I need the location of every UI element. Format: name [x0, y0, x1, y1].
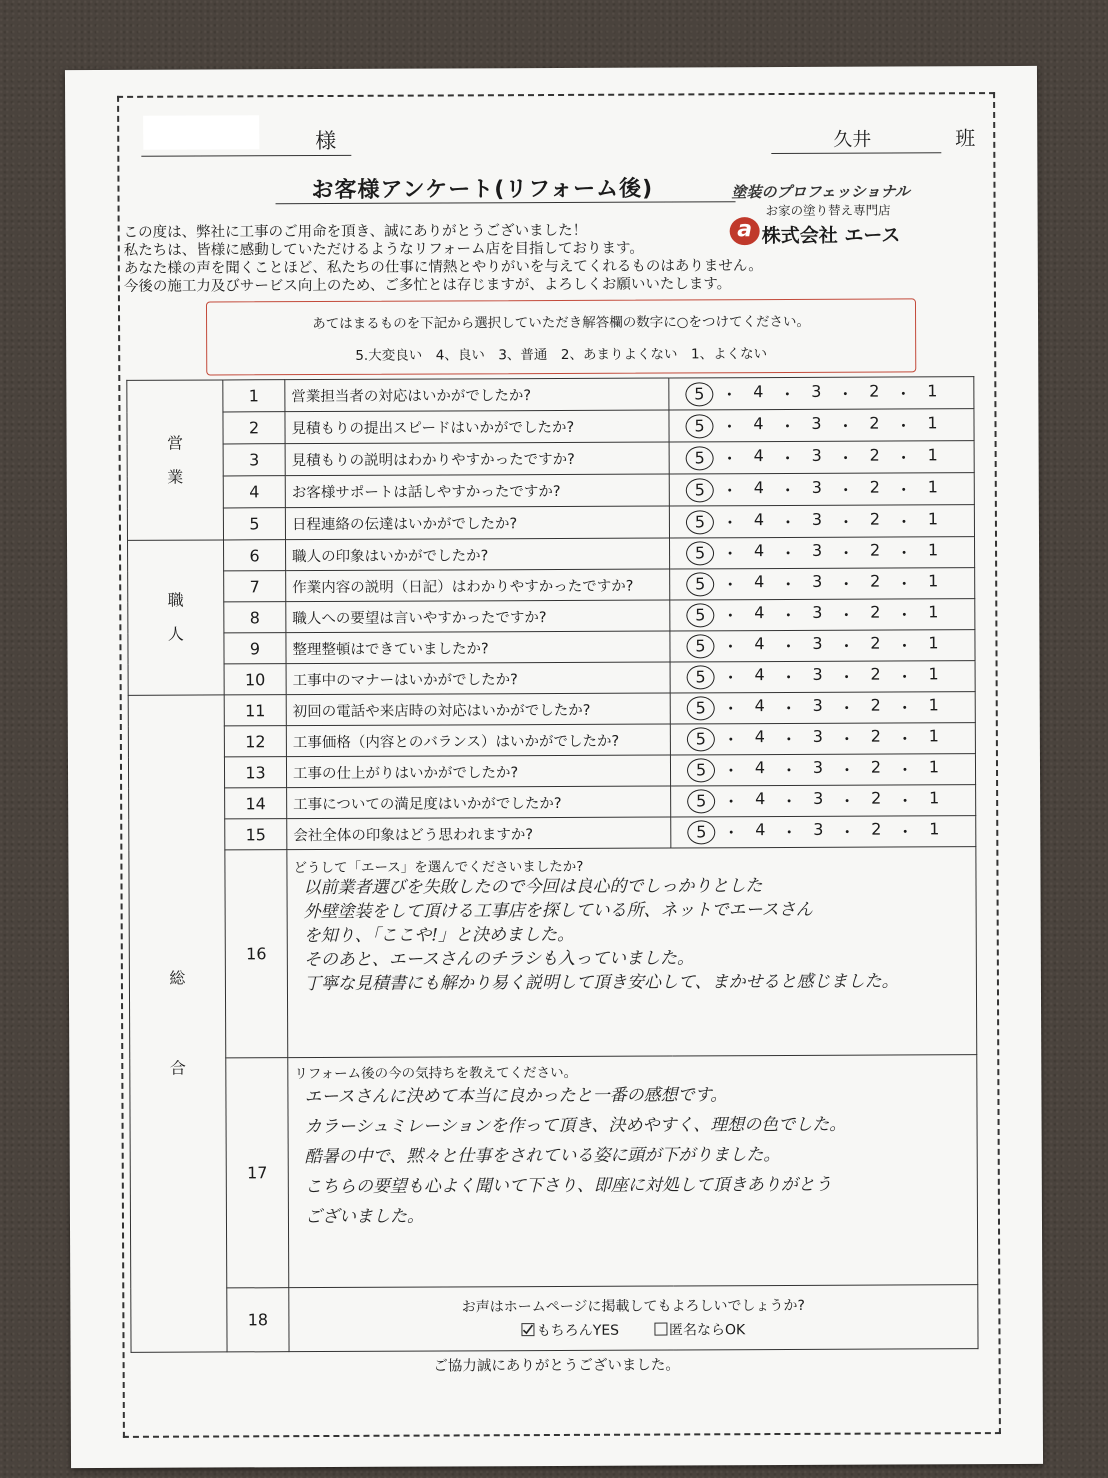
score-option[interactable]: 2 — [870, 664, 881, 684]
score-option[interactable]: 3 — [812, 633, 823, 653]
score-option[interactable]: 2 — [871, 819, 882, 839]
question-number: 9 — [224, 633, 286, 664]
score-separator: ・ — [779, 512, 796, 532]
category-char: 業 — [167, 467, 184, 487]
answer-line: 丁寧な見積書にも解かり易く説明して頂き安心して、まかせると感じました。 — [303, 971, 899, 995]
category-overall — [128, 695, 227, 1352]
score-cell[interactable] — [670, 537, 975, 569]
question-number: 3 — [223, 444, 285, 476]
score-separator: ・ — [722, 575, 739, 595]
score-separator: ・ — [721, 416, 738, 436]
question-number: 5 — [223, 508, 285, 540]
question-label: お声はホームページに掲載してもよろしいでしょうか? — [461, 1297, 805, 1315]
intro-line: 私たちは、皆様に感動していただけるようなリフォーム店を目指しております。 — [123, 240, 644, 259]
page-title: お客様アンケート(リフォーム後) — [311, 176, 654, 204]
table-row-q18 — [131, 1285, 978, 1353]
category-char: 合 — [169, 1058, 186, 1078]
score-separator: ・ — [780, 760, 798, 781]
question-number: 17 — [226, 1058, 289, 1288]
company-tagline: 塗装のプロフェッショナル — [731, 182, 910, 202]
score-option[interactable]: 3 — [811, 445, 822, 465]
table-row — [127, 377, 974, 413]
score-scale — [670, 602, 974, 627]
score-separator: ・ — [837, 448, 854, 468]
score-scale — [669, 381, 973, 406]
option-yes[interactable] — [522, 1322, 619, 1338]
score-option[interactable]: 1 — [928, 695, 939, 715]
score-option[interactable]: 1 — [929, 819, 940, 839]
score-cell[interactable] — [670, 692, 975, 724]
score-cell[interactable] — [669, 441, 974, 474]
question-number: 13 — [224, 757, 286, 788]
score-option[interactable]: 3 — [812, 571, 823, 591]
score-option[interactable]: 4 — [753, 509, 765, 529]
table-row — [127, 505, 974, 541]
question-number: 1 — [223, 380, 285, 412]
score-separator: ・ — [781, 822, 798, 843]
table-row — [128, 537, 975, 572]
score-separator: ・ — [721, 384, 738, 404]
score-option[interactable]: 1 — [928, 633, 939, 653]
score-option[interactable]: 2 — [869, 540, 881, 560]
score-separator: ・ — [837, 416, 854, 436]
score-option[interactable]: 4 — [753, 445, 764, 465]
score-separator: ・ — [779, 384, 796, 404]
score-option[interactable]: 1 — [928, 602, 939, 622]
score-separator: ・ — [722, 761, 740, 781]
score-option[interactable]: 3 — [811, 540, 823, 560]
category-craftsmen — [128, 540, 225, 695]
instruction-line-2: 5.大変良い 4、良い 3、普通 2、あまりよくない 1、よくない — [355, 346, 768, 364]
score-scale — [670, 571, 974, 596]
score-scale — [671, 788, 975, 813]
score-separator: ・ — [896, 574, 913, 594]
score-separator: ・ — [896, 636, 913, 656]
question-text: 見積もりの説明はわかりやすかったですか? — [285, 442, 669, 476]
score-option[interactable]: 2 — [870, 726, 882, 746]
score-separator: ・ — [779, 416, 796, 436]
instruction-line-1: あてはまるものを下記から選択していただき解答欄の数字に○をつけてください。 — [312, 313, 810, 333]
answer-line: そのあと、エースさんのチラシも入っていました。 — [303, 948, 695, 971]
score-separator: ・ — [780, 698, 797, 719]
score-option-selected[interactable]: 5 — [685, 382, 713, 406]
score-separator: ・ — [838, 698, 855, 718]
survey-sheet — [65, 66, 1043, 1468]
score-option-selected[interactable]: 5 — [686, 478, 714, 502]
score-option[interactable]: 2 — [870, 695, 881, 715]
score-scale — [670, 445, 974, 470]
score-option-selected[interactable]: 5 — [686, 510, 714, 534]
score-scale — [671, 726, 975, 751]
question-text: 工事の仕上がりはいかがでしたか? — [286, 755, 670, 788]
score-scale — [671, 695, 975, 720]
score-separator: ・ — [721, 512, 738, 532]
score-separator: ・ — [779, 448, 796, 468]
score-separator: ・ — [895, 479, 912, 500]
score-separator: ・ — [780, 636, 797, 657]
table-row — [127, 441, 974, 477]
category-char: 人 — [167, 624, 184, 644]
score-option-selected[interactable]: 5 — [686, 446, 714, 470]
score-option[interactable]: 2 — [869, 445, 880, 465]
score-scale — [670, 540, 974, 565]
score-option[interactable]: 3 — [813, 788, 824, 808]
score-option[interactable]: 4 — [753, 413, 764, 433]
score-option[interactable]: 2 — [869, 413, 880, 433]
score-option[interactable]: 1 — [928, 571, 939, 591]
score-option[interactable]: 3 — [811, 477, 822, 497]
score-cell[interactable] — [669, 473, 974, 506]
score-separator: ・ — [896, 729, 913, 749]
score-separator: ・ — [896, 760, 914, 780]
score-separator: ・ — [895, 383, 912, 404]
score-option[interactable]: 3 — [812, 726, 824, 746]
score-separator: ・ — [723, 792, 740, 812]
score-separator: ・ — [780, 605, 797, 626]
answer-line: を知り、「ここや!」と決めました。 — [303, 924, 575, 947]
score-separator: ・ — [838, 760, 856, 780]
score-option[interactable]: 4 — [754, 696, 765, 716]
score-option[interactable]: 3 — [812, 695, 823, 715]
intro-line: 今後の施工力及びサービス向上のため、ご多忙とは存じますが、よろしくお願いいたします。 — [123, 276, 732, 295]
score-option-selected[interactable]: 5 — [686, 572, 714, 596]
table-row — [128, 599, 975, 634]
team-suffix: 班 — [955, 126, 976, 151]
survey-table — [126, 376, 978, 1353]
score-cell[interactable] — [670, 661, 975, 693]
intro-text — [124, 221, 884, 296]
score-cell[interactable] — [670, 599, 975, 631]
score-cell[interactable] — [670, 630, 975, 662]
logo-mark: a — [737, 217, 753, 243]
question-text: 見積もりの提出スピードはいかがでしたか? — [285, 410, 669, 444]
score-scale — [669, 413, 973, 438]
answer-line: エースさんに決めて本当に良かったと一番の感想です。 — [304, 1085, 728, 1108]
score-separator: ・ — [837, 512, 854, 532]
score-separator: ・ — [896, 543, 913, 563]
score-separator: ・ — [838, 729, 855, 749]
question-number: 14 — [225, 788, 287, 819]
score-separator: ・ — [722, 699, 739, 719]
answer-line: こちらの要望も心よく聞いて下さり、即座に対処して頂きありがとう — [304, 1174, 832, 1198]
score-option[interactable]: 4 — [754, 727, 766, 747]
question-text: お客様サポートは話しやすかったですか? — [285, 474, 669, 508]
score-option[interactable]: 4 — [754, 665, 765, 685]
intro-line: この度は、弊社に工事のご用命を頂き、誠にありがとうございました！ — [123, 222, 588, 241]
table-row — [128, 692, 975, 727]
checkbox-checked-icon[interactable] — [522, 1323, 535, 1336]
score-option-selected[interactable]: 5 — [686, 541, 714, 565]
question-label: どうして「エース」を選んでくださいましたか? — [293, 858, 584, 877]
score-separator: ・ — [779, 480, 796, 500]
score-option[interactable]: 4 — [753, 477, 764, 497]
question-text: 工事価格（内容とのバランス）はいかがでしたか? — [286, 724, 670, 757]
score-option[interactable]: 2 — [870, 602, 881, 622]
score-option-selected[interactable]: 5 — [687, 789, 715, 813]
score-separator: ・ — [839, 791, 856, 811]
checkbox-icon[interactable] — [654, 1323, 667, 1336]
score-option[interactable]: 3 — [812, 664, 823, 684]
score-separator: ・ — [780, 543, 797, 564]
category-char: 職 — [167, 590, 184, 610]
score-option[interactable]: 1 — [929, 788, 940, 808]
score-option[interactable]: 1 — [928, 757, 940, 777]
score-separator: ・ — [722, 637, 739, 657]
honorific: 様 — [315, 128, 337, 154]
score-option[interactable]: 4 — [755, 789, 766, 809]
score-scale — [670, 477, 974, 502]
question-number: 2 — [223, 412, 285, 444]
handwritten-answer — [294, 1079, 969, 1232]
score-separator: ・ — [895, 415, 912, 436]
score-option[interactable]: 4 — [754, 758, 766, 778]
option-anon-label: 匿名ならOK — [668, 1321, 746, 1339]
score-option[interactable]: 2 — [869, 509, 881, 529]
question-text: 日程連絡の伝達はいかがでしたか? — [285, 506, 669, 540]
score-separator: ・ — [721, 480, 738, 500]
score-separator: ・ — [780, 574, 797, 595]
score-option[interactable]: 1 — [927, 380, 938, 400]
score-separator: ・ — [896, 605, 913, 625]
question-text: 作業内容の説明（日記）はわかりやすかったですか? — [286, 569, 670, 602]
instruction-scroll — [206, 298, 916, 375]
company-subtitle: お家の塗り替え専門店 — [765, 202, 891, 219]
score-separator: ・ — [837, 480, 854, 500]
score-separator: ・ — [722, 606, 739, 626]
answer-line: 外壁塗装をして頂ける工事店を探している所、ネットでエースさん — [303, 899, 813, 923]
score-separator: ・ — [780, 729, 797, 750]
answer-line: ございました。 — [304, 1206, 425, 1228]
score-option[interactable]: 4 — [755, 820, 766, 840]
score-separator: ・ — [780, 667, 797, 688]
score-scale — [670, 509, 974, 534]
score-scale — [671, 664, 975, 689]
answer-line: カラーシュミレーションを作って頂き、決めやすく、理想の色でした。 — [304, 1114, 847, 1138]
question-number: 6 — [224, 540, 286, 571]
free-answer-cell[interactable] — [287, 847, 977, 1058]
question-text: 会社全体の印象はどう思われますか? — [287, 817, 671, 850]
table-row — [128, 754, 975, 789]
score-option-selected[interactable]: 5 — [687, 758, 715, 782]
score-separator: ・ — [722, 668, 739, 688]
question-label: リフォーム後の今の気持ちを教えてください。 — [294, 1064, 578, 1083]
score-option[interactable]: 2 — [870, 757, 882, 777]
option-anon[interactable] — [654, 1322, 745, 1338]
score-scale — [670, 633, 974, 658]
answer-line: 以前業者選びを失敗したので今回は良心的でしっかりとした — [303, 876, 763, 899]
question-number: 10 — [224, 664, 286, 695]
question-number: 15 — [225, 819, 287, 850]
table-row — [128, 568, 975, 603]
question-text: 営業担当者の対応はいかがでしたか? — [285, 378, 669, 412]
score-option[interactable]: 4 — [753, 381, 764, 401]
score-separator: ・ — [838, 636, 855, 656]
score-option[interactable]: 1 — [927, 444, 938, 464]
score-option-selected[interactable]: 5 — [687, 727, 715, 751]
score-separator: ・ — [895, 447, 912, 468]
score-cell[interactable] — [670, 568, 975, 600]
score-scale — [671, 757, 975, 782]
category-char: 営 — [167, 433, 184, 453]
score-separator: ・ — [897, 822, 914, 842]
handwritten-answer — [293, 873, 968, 996]
question-text: 初回の電話や来店時の対応はいかがでしたか? — [286, 693, 670, 726]
score-option[interactable]: 4 — [754, 572, 765, 592]
question-number: 12 — [224, 726, 286, 757]
score-separator: ・ — [837, 384, 854, 404]
footer-thanks: ご協力誠にありがとうございました。 — [433, 1357, 680, 1375]
score-option[interactable]: 2 — [869, 477, 880, 497]
score-option[interactable]: 4 — [754, 603, 765, 623]
redacted-name — [143, 115, 259, 150]
intro-line: あなた様の声を聞くことほど、私たちの仕事に情熱とやりがいを与えてくれるものはありません。 — [123, 258, 763, 277]
score-option[interactable]: 1 — [927, 540, 939, 560]
company-name: 株式会社 エース — [761, 224, 901, 248]
score-option-selected[interactable]: 5 — [687, 820, 715, 844]
score-separator: ・ — [722, 730, 739, 750]
score-option[interactable]: 2 — [870, 571, 881, 591]
free-answer-cell[interactable] — [288, 1055, 978, 1288]
score-separator: ・ — [838, 543, 855, 563]
table-row — [128, 661, 975, 696]
question-number: 8 — [224, 602, 286, 633]
score-option[interactable]: 3 — [811, 509, 823, 529]
team-name: 久井 — [833, 128, 872, 151]
score-option[interactable]: 3 — [812, 757, 824, 777]
score-cell[interactable] — [671, 785, 976, 817]
score-separator: ・ — [722, 544, 739, 564]
question-text: 職人の印象はいかがでしたか? — [286, 538, 670, 571]
score-option-selected[interactable]: 5 — [685, 414, 713, 438]
score-option[interactable]: 3 — [811, 381, 822, 401]
question-text: 職人への要望は言いやすかったですか? — [286, 600, 670, 633]
score-scale — [671, 819, 975, 844]
question-number: 7 — [224, 571, 286, 602]
score-cell[interactable] — [669, 505, 974, 538]
score-cell[interactable] — [669, 409, 974, 442]
score-option-selected[interactable]: 5 — [687, 665, 715, 689]
question-number: 18 — [227, 1288, 289, 1352]
score-option[interactable]: 1 — [928, 664, 939, 684]
question-number: 11 — [224, 695, 286, 726]
score-option[interactable]: 1 — [927, 476, 938, 496]
score-option[interactable]: 3 — [812, 602, 823, 622]
score-separator: ・ — [896, 698, 913, 718]
score-cell[interactable] — [669, 377, 974, 410]
question-number: 16 — [225, 850, 288, 1058]
score-cell[interactable] — [670, 723, 975, 755]
table-row — [128, 630, 975, 665]
table-row — [127, 473, 974, 509]
table-row — [129, 816, 976, 851]
score-option[interactable]: 2 — [869, 381, 880, 401]
score-separator: ・ — [781, 791, 798, 812]
score-cell[interactable] — [670, 754, 975, 786]
question-number: 4 — [223, 476, 285, 508]
table-row-q16 — [129, 847, 977, 1059]
question-text: 工事についての満足度はいかがでしたか? — [287, 786, 671, 819]
table-row — [127, 409, 974, 445]
score-separator: ・ — [839, 822, 856, 842]
score-separator: ・ — [723, 823, 740, 843]
score-option[interactable]: 4 — [753, 541, 765, 561]
consent-cell — [289, 1285, 978, 1352]
score-option[interactable]: 1 — [927, 412, 938, 432]
score-option-selected[interactable]: 5 — [687, 696, 715, 720]
score-separator: ・ — [838, 605, 855, 625]
score-option[interactable]: 2 — [871, 788, 882, 808]
category-sales — [127, 380, 224, 540]
score-option[interactable]: 2 — [870, 633, 881, 653]
score-cell[interactable] — [671, 816, 976, 848]
table-row — [129, 785, 976, 820]
score-option-selected[interactable]: 5 — [686, 634, 714, 658]
score-separator: ・ — [838, 574, 855, 594]
table-row-q17 — [130, 1055, 978, 1289]
score-separator: ・ — [721, 448, 738, 468]
score-option[interactable]: 1 — [928, 726, 940, 746]
option-yes-label: もちろんYES — [536, 1322, 620, 1339]
question-text: 工事中のマナーはいかがでしたか? — [286, 662, 670, 695]
question-text: 整理整頓はできていましたか? — [286, 631, 670, 664]
score-separator: ・ — [838, 667, 855, 687]
score-option-selected[interactable]: 5 — [686, 603, 714, 627]
score-option[interactable]: 1 — [927, 508, 939, 528]
score-option[interactable]: 3 — [813, 819, 824, 839]
table-row — [128, 723, 975, 758]
answer-line: 酷暑の中で、黙々と仕事をされている姿に頭が下がりました。 — [304, 1145, 781, 1168]
category-char: 総 — [169, 968, 186, 988]
score-option[interactable]: 3 — [811, 413, 822, 433]
score-separator: ・ — [897, 791, 914, 811]
score-separator: ・ — [896, 667, 913, 687]
score-separator: ・ — [895, 511, 912, 532]
score-option[interactable]: 4 — [754, 634, 765, 654]
